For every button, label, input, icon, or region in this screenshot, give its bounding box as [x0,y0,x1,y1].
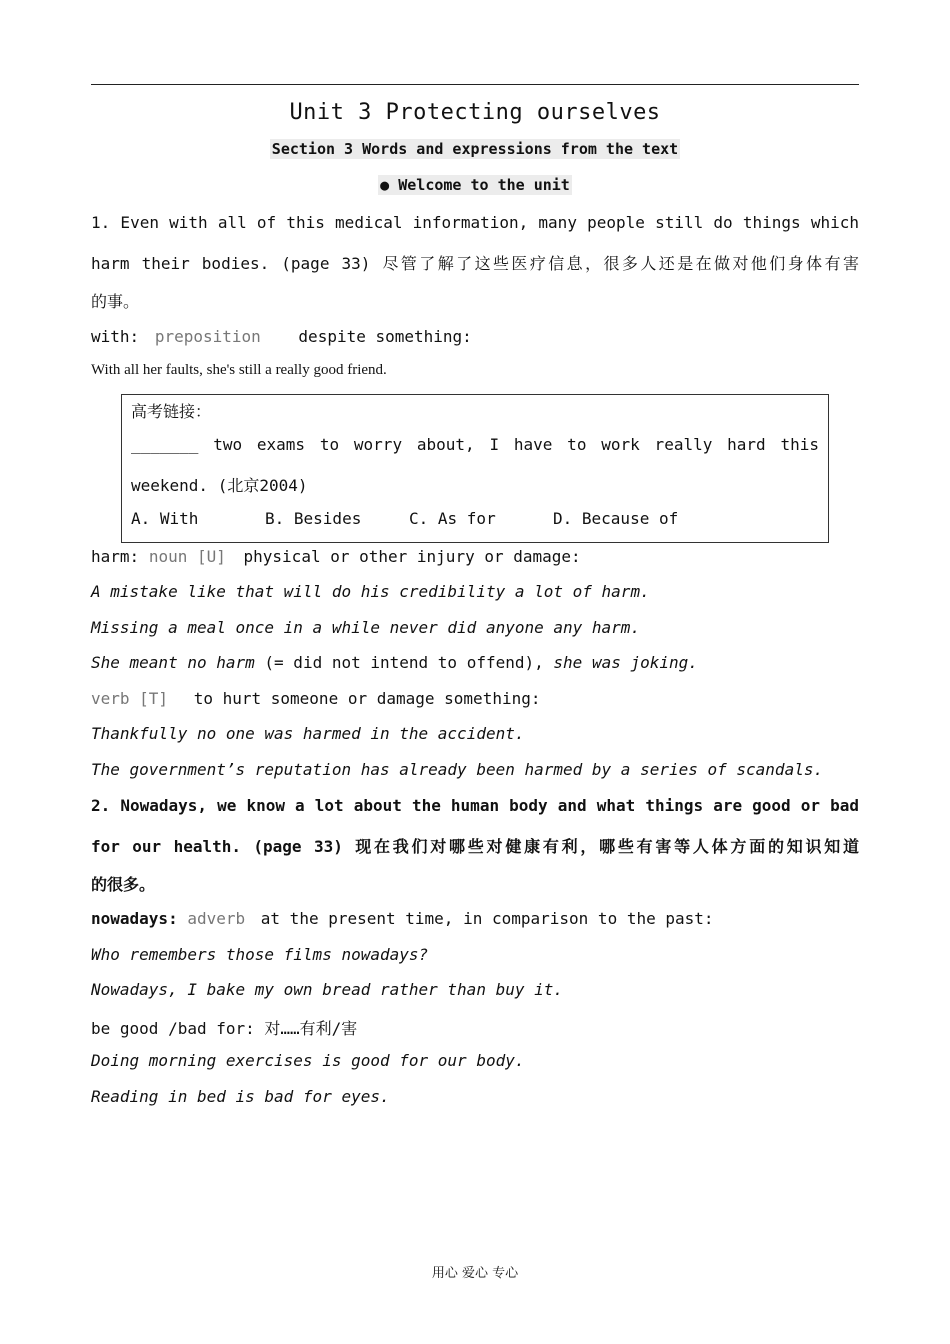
harm-noun-def: physical or other injury or damage: [243,547,581,566]
nowadays-example-2: Nowadays, I bake my own bread rather than buy it. [91,980,564,999]
item1-line3: 的事。 [91,292,140,311]
option-b: B. Besides [265,509,362,528]
harm-noun-definition [91,547,581,566]
item1-line2: harm their bodies. (page 33) 尽管了解了这些医疗信息，很多人还是在做对他们身体有害 [91,254,859,273]
harm-example-3 [91,653,698,672]
harm-word: harm: [91,547,140,566]
bad-for-example: Reading in bed is bad for eyes. [91,1087,390,1106]
gaokao-options [131,509,678,528]
gaokao-question-line2: weekend. (北京2004) [131,476,308,495]
harm-verb-definition [91,689,540,708]
item1-line1: 1. Even with all of this medical information, many people still do things which [91,213,859,232]
section-heading-text: Section 3 Words and expressions from the text [271,140,679,158]
good-for-example: Doing morning exercises is good for our body. [91,1051,525,1070]
option-d: D. Because of [553,509,679,528]
page-footer: 用心 爱心 专心 [431,1266,519,1281]
harm-verb-def: to hurt someone or damage something: [193,689,541,708]
harm-example-1: A mistake like that will do his credibility a lot of harm. [91,582,650,601]
harm-verb-pos: verb [T] [91,689,169,708]
gaokao-question-line1: _______ two exams to worry about, I have to work really hard this [131,435,819,454]
subsection-heading-text: ● Welcome to the unit [380,176,570,194]
nowadays-pos: adverb [187,909,246,928]
option-a: A. With [131,509,199,528]
gaokao-label: 高考链接： [131,402,212,421]
harm-example-3c: she was joking. [553,653,698,672]
with-word: with: [91,327,140,346]
harm-example-5: The government’s reputation has already been harmed by a series of scandals. [91,760,824,779]
header-rule [91,84,859,85]
with-definition [91,327,472,346]
nowadays-def: at the present time, in comparison to the past: [260,909,714,928]
harm-noun-pos: noun [U] [148,547,226,566]
with-example: With all her faults, she's still a really good friend. [91,362,387,378]
with-def: despite something: [298,327,472,346]
harm-example-3a: She meant no harm [91,653,255,672]
page-title: Unit 3 Protecting ourselves [289,100,661,125]
harm-example-4: Thankfully no one was harmed in the accident. [91,724,525,743]
harm-example-3b: (= did not intend to offend), [264,653,544,672]
item2-line3: 的很多。 [91,875,156,894]
nowadays-definition [91,909,714,928]
harm-example-2: Missing a meal once in a while never did anyone any harm. [91,618,641,637]
good-bad-for-phrase: be good /bad for: 对……有利/害 [91,1019,358,1038]
gaokao-box [121,394,829,543]
nowadays-word: nowadays: [91,909,178,928]
nowadays-example-1: Who remembers those films nowadays? [91,945,429,964]
with-pos: preposition [154,327,261,346]
section-heading [91,140,859,158]
subsection-heading [91,176,859,194]
option-c: C. As for [409,509,496,528]
item2-line1: 2. Nowadays, we know a lot about the human body and what things are good or bad [91,796,859,815]
item2-line2: for our health. (page 33) 现在我们对哪些对健康有利，哪些有害等人体方面的知识知道 [91,837,859,856]
